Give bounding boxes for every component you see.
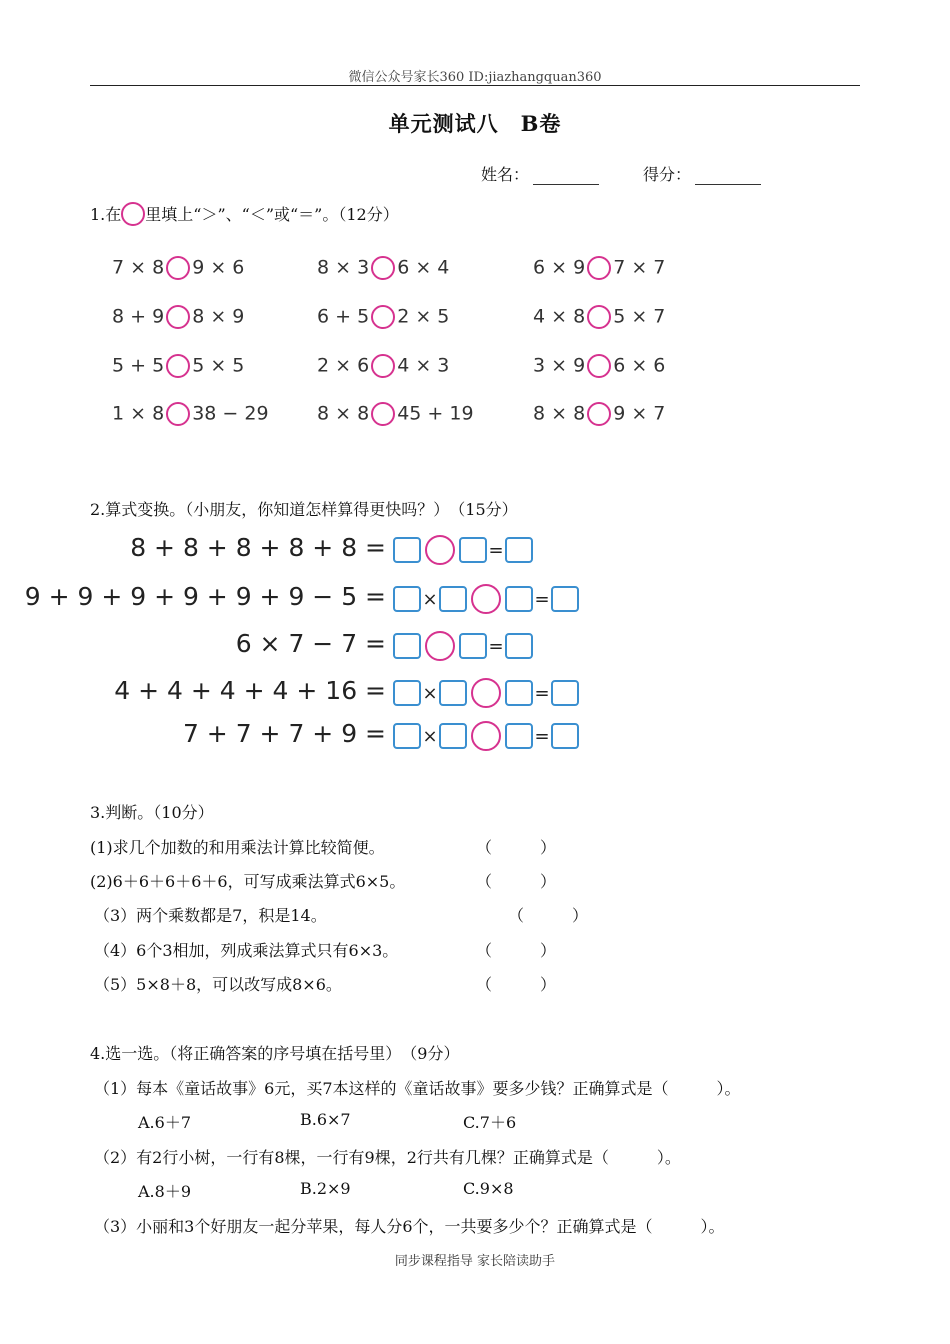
choice-option[interactable]: C.7＋6 bbox=[463, 1113, 517, 1132]
comparison-item bbox=[533, 402, 665, 426]
right-expression: 38 − 29 bbox=[192, 402, 269, 425]
answer-circle[interactable] bbox=[166, 305, 190, 329]
answer-box[interactable] bbox=[439, 723, 467, 749]
page-footer: 同步课程指导 家长陪读助手 bbox=[394, 1254, 556, 1269]
right-expression: 6 × 6 bbox=[613, 354, 666, 377]
operator-circle[interactable] bbox=[471, 721, 501, 751]
answer-circle[interactable] bbox=[371, 256, 395, 280]
answer-circle[interactable] bbox=[371, 305, 395, 329]
equals-sign: = bbox=[488, 635, 504, 657]
comparison-item bbox=[112, 256, 244, 280]
page-title: 单元测试八 B卷 bbox=[388, 111, 562, 136]
comparison-item bbox=[533, 354, 665, 378]
left-expression: 8 + 9 bbox=[112, 305, 165, 328]
q2-expression: 4 + 4 + 4 + 4 + 16 = bbox=[114, 676, 386, 705]
page-header: 微信公众号家长360 ID:jiazhangquan360 bbox=[348, 70, 602, 85]
right-expression: 9 × 6 bbox=[192, 256, 245, 279]
answer-box[interactable] bbox=[439, 680, 467, 706]
answer-box[interactable] bbox=[505, 586, 533, 612]
answer-box[interactable] bbox=[393, 633, 421, 659]
choice-option[interactable]: A.6＋7 bbox=[138, 1113, 192, 1132]
answer-box[interactable] bbox=[551, 680, 579, 706]
answer-box[interactable] bbox=[459, 633, 487, 659]
right-expression: 6 × 4 bbox=[397, 256, 450, 279]
answer-box[interactable] bbox=[393, 680, 421, 706]
right-expression: 7 × 7 bbox=[613, 256, 666, 279]
answer-parenthesis[interactable]: （ ） bbox=[508, 906, 589, 925]
answer-circle[interactable] bbox=[166, 402, 190, 426]
comparison-item bbox=[317, 402, 474, 426]
q1-suffix: 里填上“＞”、“＜”或“＝”。（12分） bbox=[145, 205, 399, 224]
q2-expression: 8 + 8 + 8 + 8 + 8 = bbox=[130, 533, 386, 562]
left-expression: 1 × 8 bbox=[112, 402, 165, 425]
choice-option[interactable]: B.2×9 bbox=[300, 1179, 351, 1198]
answer-box[interactable] bbox=[393, 537, 421, 563]
left-expression: 6 × 9 bbox=[533, 256, 586, 279]
judgement-item: (1)求几个加数的和用乘法计算比较简便。 bbox=[90, 838, 385, 857]
equals-sign: = bbox=[534, 588, 550, 610]
times-sign: × bbox=[422, 725, 438, 747]
q2-answer-boxes bbox=[393, 721, 579, 751]
q4-title: 4.选一选。（将正确答案的序号填在括号里） （9分） bbox=[90, 1044, 460, 1063]
q2-expression: 7 + 7 + 7 + 9 = bbox=[182, 719, 386, 748]
score-field[interactable] bbox=[643, 162, 761, 185]
left-expression: 5 + 5 bbox=[112, 354, 165, 377]
left-expression: 6 + 5 bbox=[317, 305, 370, 328]
judgement-item: (2)6＋6＋6＋6＋6，可写成乘法算式6×5。 bbox=[90, 872, 406, 891]
q2-answer-boxes bbox=[393, 584, 579, 614]
left-expression: 4 × 8 bbox=[533, 305, 586, 328]
operator-circle[interactable] bbox=[471, 584, 501, 614]
operator-circle[interactable] bbox=[425, 631, 455, 661]
left-expression: 3 × 9 bbox=[533, 354, 586, 377]
right-expression: 2 × 5 bbox=[397, 305, 450, 328]
q3-title: 3.判断。（10分） bbox=[90, 803, 214, 822]
q2-answer-boxes bbox=[393, 535, 533, 565]
equals-sign: = bbox=[488, 539, 504, 561]
score-label: 得分： bbox=[643, 165, 692, 184]
right-expression: 5 × 7 bbox=[613, 305, 666, 328]
judgement-item: （3）两个乘数都是7，积是14。 bbox=[94, 906, 327, 925]
right-expression: 8 × 9 bbox=[192, 305, 245, 328]
score-blank[interactable] bbox=[695, 168, 761, 185]
answer-circle[interactable] bbox=[371, 402, 395, 426]
comparison-item bbox=[112, 305, 244, 329]
name-field[interactable] bbox=[481, 162, 599, 185]
comparison-item bbox=[112, 402, 269, 426]
comparison-item bbox=[317, 354, 449, 378]
answer-parenthesis[interactable]: （ ） bbox=[476, 941, 557, 960]
answer-box[interactable] bbox=[551, 586, 579, 612]
times-sign: × bbox=[422, 682, 438, 704]
comparison-item bbox=[317, 305, 449, 329]
times-sign: × bbox=[422, 588, 438, 610]
answer-circle[interactable] bbox=[371, 354, 395, 378]
judgement-item: （5）5×8＋8，可以改写成8×6。 bbox=[94, 975, 342, 994]
header-rule bbox=[90, 85, 860, 86]
comparison-item bbox=[533, 305, 665, 329]
right-expression: 45 + 19 bbox=[397, 402, 474, 425]
q2-answer-boxes bbox=[393, 678, 579, 708]
right-expression: 4 × 3 bbox=[397, 354, 450, 377]
left-expression: 8 × 3 bbox=[317, 256, 370, 279]
choice-option[interactable]: A.8＋9 bbox=[138, 1182, 192, 1201]
q2-expression: 9 + 9 + 9 + 9 + 9 + 9 − 5 = bbox=[24, 582, 386, 611]
operator-circle[interactable] bbox=[425, 535, 455, 565]
q2-title: 2.算式变换。（小朋友，你知道怎样算得更快吗？） （15分） bbox=[90, 500, 518, 519]
equals-sign: = bbox=[534, 682, 550, 704]
operator-circle[interactable] bbox=[471, 678, 501, 708]
q1-prefix: 1.在 bbox=[90, 205, 122, 224]
left-expression: 7 × 8 bbox=[112, 256, 165, 279]
q1-title bbox=[90, 202, 399, 226]
answer-box[interactable] bbox=[505, 680, 533, 706]
left-expression: 8 × 8 bbox=[533, 402, 586, 425]
judgement-item: （4）6个3相加，列成乘法算式只有6×3。 bbox=[94, 941, 399, 960]
answer-box[interactable] bbox=[505, 633, 533, 659]
left-expression: 2 × 6 bbox=[317, 354, 370, 377]
circle-icon bbox=[121, 202, 145, 226]
answer-parenthesis[interactable]: （ ） bbox=[476, 872, 557, 891]
answer-circle[interactable] bbox=[587, 402, 611, 426]
choice-question: （1）每本《童话故事》6元，买7本这样的《童话故事》要多少钱？正确算式是（ ）。 bbox=[94, 1079, 741, 1098]
left-expression: 8 × 8 bbox=[317, 402, 370, 425]
answer-box[interactable] bbox=[393, 723, 421, 749]
answer-box[interactable] bbox=[439, 586, 467, 612]
answer-parenthesis[interactable]: （ ） bbox=[476, 975, 557, 994]
answer-box[interactable] bbox=[505, 537, 533, 563]
choice-option[interactable]: B.6×7 bbox=[300, 1110, 351, 1129]
answer-box[interactable] bbox=[459, 537, 487, 563]
answer-circle[interactable] bbox=[587, 305, 611, 329]
answer-box[interactable] bbox=[505, 723, 533, 749]
choice-question: （3）小丽和3个好朋友一起分苹果，每人分6个，一共要多少个？正确算式是（ ）。 bbox=[94, 1217, 725, 1236]
right-expression: 5 × 5 bbox=[192, 354, 245, 377]
equals-sign: = bbox=[534, 725, 550, 747]
answer-circle[interactable] bbox=[587, 354, 611, 378]
choice-question: （2）有2行小树，一行有8棵，一行有9棵，2行共有几棵？正确算式是（ ）。 bbox=[94, 1148, 681, 1167]
comparison-item bbox=[317, 256, 449, 280]
answer-circle[interactable] bbox=[166, 354, 190, 378]
comparison-item bbox=[112, 354, 244, 378]
answer-box[interactable] bbox=[393, 586, 421, 612]
answer-parenthesis[interactable]: （ ） bbox=[476, 838, 557, 857]
comparison-item bbox=[533, 256, 665, 280]
answer-circle[interactable] bbox=[166, 256, 190, 280]
answer-box[interactable] bbox=[551, 723, 579, 749]
name-blank[interactable] bbox=[533, 168, 599, 185]
answer-circle[interactable] bbox=[587, 256, 611, 280]
q2-answer-boxes bbox=[393, 631, 533, 661]
q2-expression: 6 × 7 − 7 = bbox=[235, 629, 386, 658]
choice-option[interactable]: C.9×8 bbox=[463, 1179, 514, 1198]
right-expression: 9 × 7 bbox=[613, 402, 666, 425]
name-label: 姓名： bbox=[481, 165, 530, 184]
